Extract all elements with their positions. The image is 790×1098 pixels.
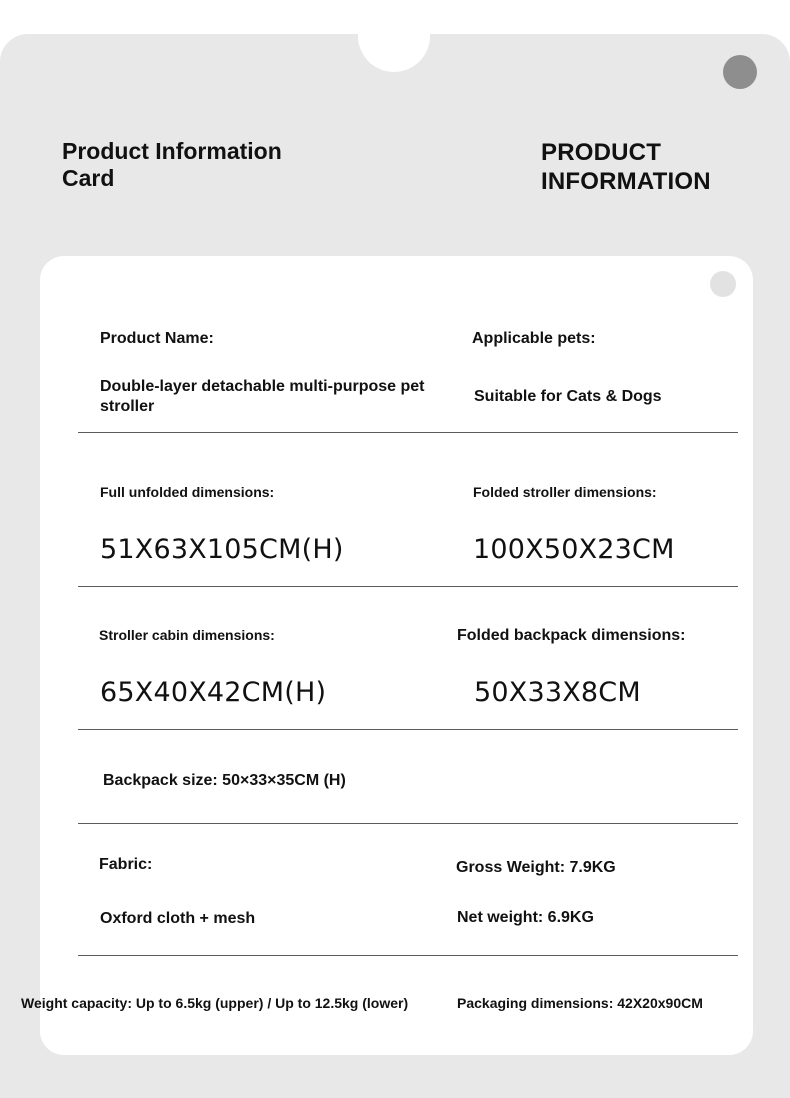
divider [78, 729, 738, 730]
backpack-size-specification: Backpack size: 50×33×35CM (H) [103, 772, 346, 789]
card-decorative-dot [710, 271, 736, 297]
divider [78, 955, 738, 956]
folded-backpack-dimensions-label: Folded backpack dimensions: [457, 627, 686, 644]
applicable-pets-label: Applicable pets: [472, 330, 596, 347]
unfolded-dimensions-label: Full unfolded dimensions: [100, 484, 275, 500]
cabin-dimensions-label: Stroller cabin dimensions: [99, 627, 275, 643]
divider [78, 586, 738, 587]
english-heading: PRODUCT INFORMATION [541, 139, 711, 195]
decorative-dot [723, 55, 757, 89]
folded-stroller-dimensions-value: 100X50X23CM [473, 534, 675, 565]
folded-stroller-dimensions-label: Folded stroller dimensions: [473, 484, 657, 500]
applicable-pets-value: Suitable for Cats & Dogs [474, 388, 662, 405]
packaging-dimensions-specification: Packaging dimensions: 42X20x90CM [457, 995, 703, 1011]
gross-weight-specification: Gross Weight: 7.9KG [456, 859, 616, 876]
hang-hole [358, 0, 430, 72]
divider [78, 823, 738, 824]
information-card [40, 256, 753, 1055]
page-title: Product Information Card [62, 138, 282, 191]
fabric-label: Fabric: [99, 856, 153, 873]
unfolded-dimensions-value: 51X63X105CM(H) [100, 534, 344, 565]
cabin-dimensions-value: 65X40X42CM(H) [100, 677, 327, 708]
divider [78, 432, 738, 433]
product-name-value: Double-layer detachable multi-purpose pet stroller [100, 378, 425, 415]
weight-capacity-specification: Weight capacity: Up to 6.5kg (upper) / Up to 12.5kg (lower) [21, 995, 409, 1011]
product-name-label: Product Name: [100, 330, 214, 347]
net-weight-specification: Net weight: 6.9KG [457, 909, 594, 926]
fabric-value: Oxford cloth + mesh [100, 910, 256, 927]
folded-backpack-dimensions-value: 50X33X8CM [474, 677, 641, 708]
